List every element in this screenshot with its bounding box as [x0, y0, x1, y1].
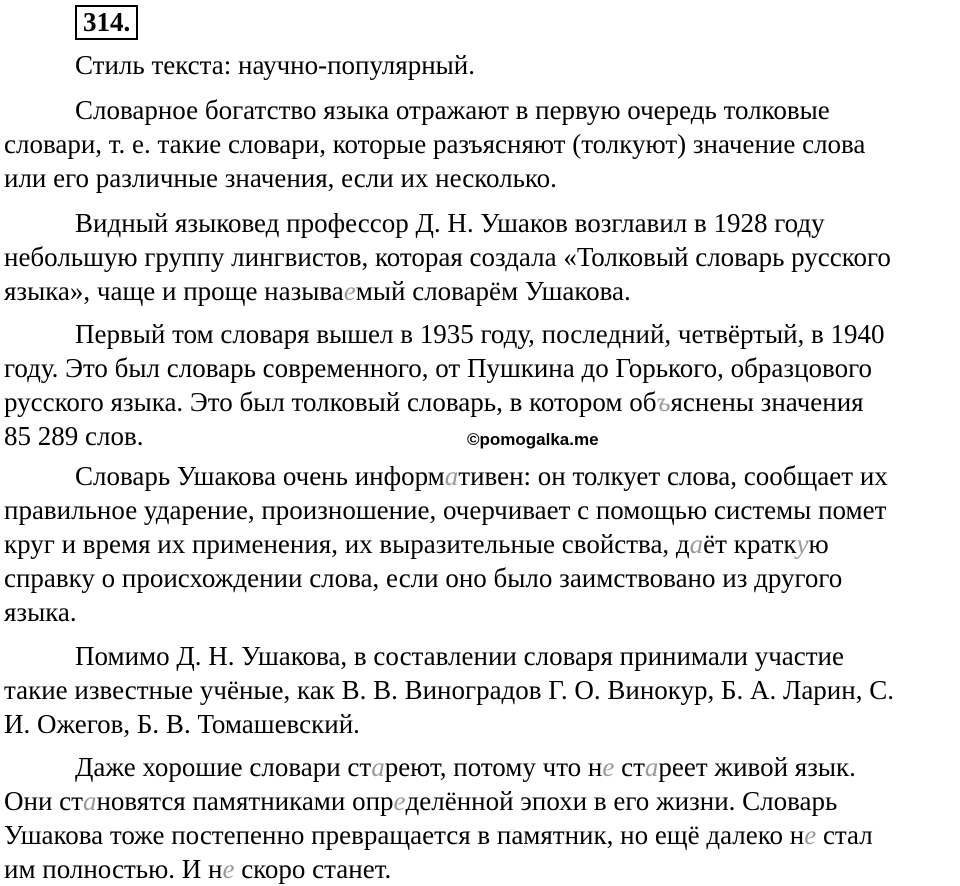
text-line: Словарь Ушакова очень информативен: он толкует слова, сообщает их — [75, 461, 888, 491]
highlighted-letter: е — [602, 752, 615, 782]
highlighted-letter: а — [689, 529, 704, 559]
text-line: Первый том словаря вышел в 1935 году, последний, четвёртый, в 1940 — [75, 319, 885, 349]
highlighted-letter: е — [393, 786, 406, 816]
highlighted-letter: ъ — [656, 387, 671, 417]
highlighted-letter: е — [804, 820, 817, 850]
text-line: Словарное богатство языка отражают в первую очередь толковые — [75, 95, 830, 125]
text-line: или его различные значения, если их несколько. — [4, 163, 557, 193]
text-line: Даже хорошие словари стареют, потому что не стареет живой язык. — [75, 752, 856, 782]
text-line: Стиль текста: научно-популярный. — [75, 50, 475, 80]
text-line: круг и время их применения, их выразительные свойства, даёт краткую — [4, 529, 829, 559]
text-line: справку о происхождении слова, если оно было заимствовано из другого — [4, 563, 843, 593]
text-line: Видный языковед профессор Д. Н. Ушаков возглавил в 1928 году — [75, 208, 825, 238]
highlighted-letter: у — [796, 529, 809, 559]
highlighted-letter: а — [644, 752, 659, 782]
text-line: И. Ожегов, Б. В. Томашевский. — [4, 709, 360, 739]
paragraph — [4, 750, 957, 886]
paragraph — [4, 93, 957, 195]
highlighted-letter: е — [222, 854, 235, 884]
text-line: русского языка. Это был толковый словарь, в котором объяснены значения — [4, 387, 864, 417]
paragraph — [4, 206, 957, 308]
paragraph — [4, 639, 957, 741]
highlighted-letter: е — [343, 276, 356, 306]
text-line: им полностью. И не скоро станет. — [4, 854, 392, 884]
text-line: Помимо Д. Н. Ушакова, в составлении словаря принимали участие — [75, 641, 844, 671]
watermark: ©pomogalka.me — [467, 430, 599, 449]
highlighted-letter: а — [82, 786, 97, 816]
text-line: языка. — [4, 597, 77, 627]
text-line: 85 289 слов. — [4, 421, 144, 451]
paragraph — [4, 48, 957, 82]
text-line: Ушакова тоже постепенно превращается в памятник, но ещё далеко не стал — [4, 820, 873, 850]
paragraph — [4, 459, 957, 629]
text-line: небольшую группу лингвистов, которая создала «Толковый словарь русского — [4, 242, 891, 272]
text-line: языка», чаще и проще называемый словарём Ушакова. — [4, 276, 631, 306]
highlighted-letter: а — [444, 461, 459, 491]
text-line: году. Это был словарь современного, от Пушкина до Горького, образцового — [4, 353, 872, 383]
highlighted-letter: а — [371, 752, 385, 782]
exercise-number: 314. — [75, 5, 138, 40]
text-line: словари, т. е. такие словари, которые разъясняют (толкуют) значение слова — [4, 129, 866, 159]
text-line: Они становятся памятниками определённой эпохи в его жизни. Словарь — [4, 786, 838, 816]
text-line: правильное ударение, произношение, очерчивает с помощью системы помет — [4, 495, 887, 525]
text-line: такие известные учёные, как В. В. Виноградов Г. О. Винокур, Б. А. Ларин, С. — [4, 675, 894, 705]
